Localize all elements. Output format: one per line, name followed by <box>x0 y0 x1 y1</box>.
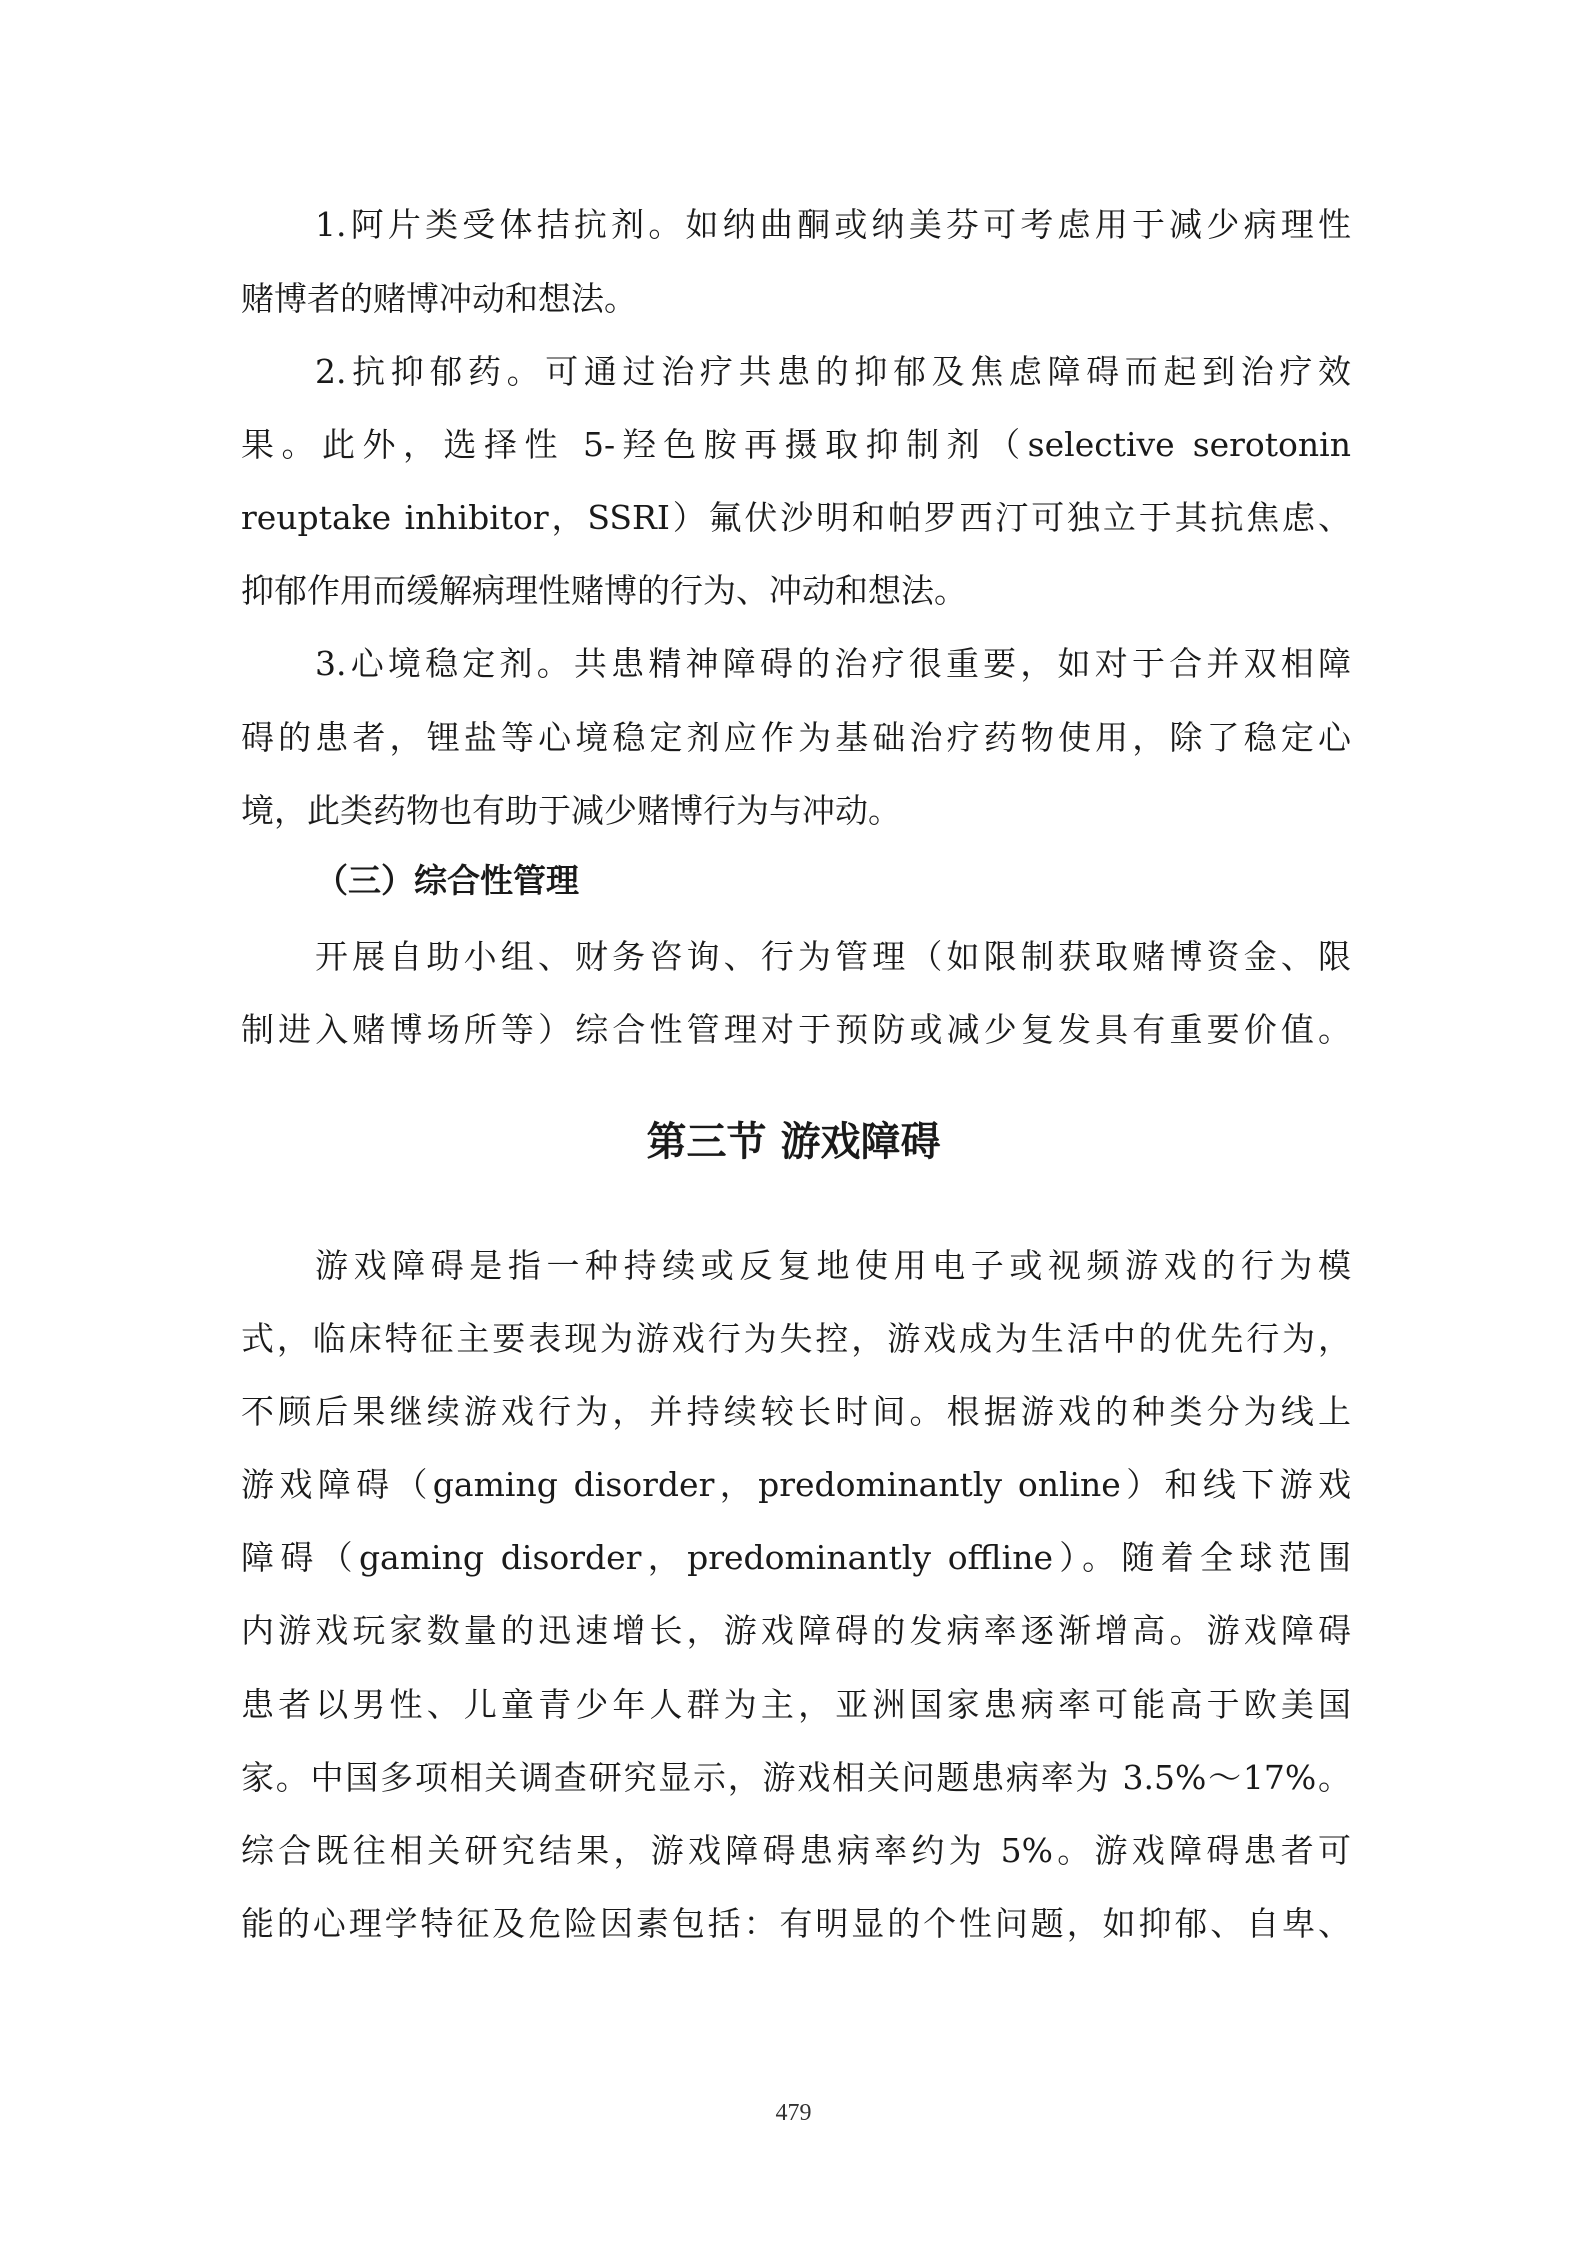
paragraph-line: 不顾后果继续游戏行为，并持续较长时间。根据游戏的种类分为线上 <box>241 1392 1351 1431</box>
paragraph-line: 碍的患者，锂盐等心境稳定剂应作为基础治疗药物使用，除了稳定心 <box>241 718 1351 757</box>
paragraph-line: 果。此外，选择性 5-羟色胺再摄取抑制剂（selective serotonin <box>241 425 1351 464</box>
paragraph-line: 综合既往相关研究结果，游戏障碍患病率约为 5%。游戏障碍患者可 <box>241 1831 1351 1870</box>
paragraph-line: 2.抗抑郁药。可通过治疗共患的抑郁及焦虑障碍而起到治疗效 <box>315 352 1351 391</box>
paragraph-line: 制进入赌博场所等）综合性管理对于预防或减少复发具有重要价值。 <box>241 1010 1351 1049</box>
paragraph-line: 游戏障碍是指一种持续或反复地使用电子或视频游戏的行为模 <box>315 1246 1351 1285</box>
page-number: 479 <box>775 2100 812 2126</box>
paragraph-line: 境，此类药物也有助于减少赌博行为与冲动。 <box>241 791 901 830</box>
paragraph-line: 3.心境稳定剂。共患精神障碍的治疗很重要，如对于合并双相障 <box>315 644 1351 683</box>
paragraph-line: 1.阿片类受体拮抗剂。如纳曲酮或纳美芬可考虑用于减少病理性 <box>315 205 1351 244</box>
paragraph-line: 开展自助小组、财务咨询、行为管理（如限制获取赌博资金、限 <box>315 937 1351 976</box>
paragraph-line: 式，临床特征主要表现为游戏行为失控，游戏成为生活中的优先行为， <box>241 1319 1351 1358</box>
paragraph-line: 游戏障碍（gaming disorder，predominantly online）和线下游戏 <box>241 1465 1351 1504</box>
paragraph-line: 赌博者的赌博冲动和想法。 <box>241 279 637 318</box>
paragraph-line: 抑郁作用而缓解病理性赌博的行为、冲动和想法。 <box>241 571 967 610</box>
paragraph-line: 内游戏玩家数量的迅速增长，游戏障碍的发病率逐渐增高。游戏障碍 <box>241 1611 1351 1650</box>
section-title: 第三节 游戏障碍 <box>646 1119 941 1165</box>
paragraph-line: 患者以男性、儿童青少年人群为主，亚洲国家患病率可能高于欧美国 <box>241 1685 1351 1724</box>
paragraph-line: 能的心理学特征及危险因素包括：有明显的个性问题，如抑郁、自卑、 <box>241 1904 1351 1943</box>
paragraph-line: 家。中国多项相关调查研究显示，游戏相关问题患病率为 3.5%～17%。 <box>241 1758 1351 1797</box>
paragraph-line: 障碍（gaming disorder，predominantly offline）。随着全球范围 <box>241 1538 1351 1577</box>
subsection-heading: （三）综合性管理 <box>315 861 579 900</box>
paragraph-line: reuptake inhibitor，SSRI）氟伏沙明和帕罗西汀可独立于其抗焦虑、 <box>241 498 1351 537</box>
